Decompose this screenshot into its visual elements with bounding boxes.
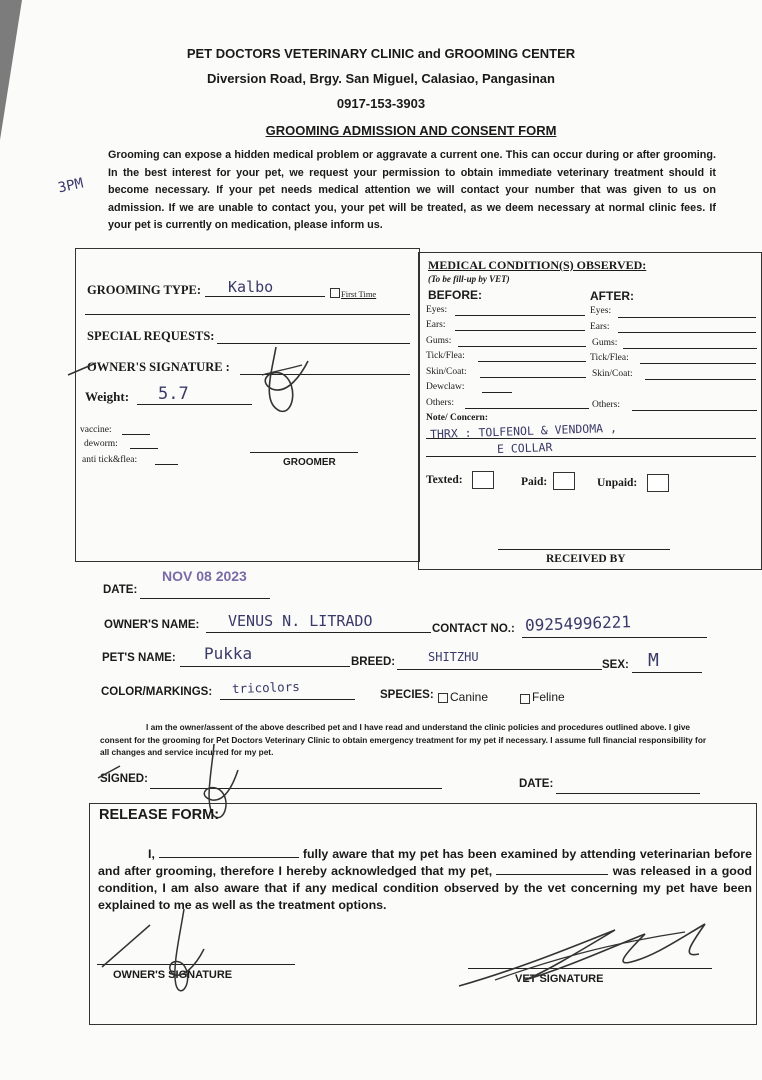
form-title: GROOMING ADMISSION AND CONSENT FORM: [265, 123, 557, 138]
vaccine-label: vaccine:: [80, 425, 112, 435]
date-line: [140, 598, 270, 599]
before-eyes-label: Eyes:: [426, 305, 448, 315]
medical-subtitle: (To be fill-up by VET): [428, 274, 510, 284]
contact-value[interactable]: 09254996221: [524, 612, 632, 635]
sex-label: SEX:: [602, 659, 629, 671]
color-label: COLOR/MARKINGS:: [101, 686, 213, 698]
texted-checkbox[interactable]: [472, 471, 494, 489]
unpaid-checkbox[interactable]: [647, 474, 669, 492]
first-time-checkbox[interactable]: [330, 288, 340, 298]
pet-name-label: PET'S NAME:: [102, 652, 176, 664]
clinic-phone: 0917-153-3903: [336, 96, 426, 111]
note-value-line2[interactable]: E COLLAR: [496, 440, 553, 456]
after-tick-line: [640, 363, 756, 364]
sex-line: [632, 672, 702, 673]
release-owner-signature-label: OWNER'S SIGNATURE: [113, 969, 233, 981]
after-gums-label: Gums:: [592, 338, 618, 348]
after-gums-line: [623, 348, 757, 349]
scan-shadow: [0, 0, 22, 140]
before-skin-line: [480, 377, 586, 378]
release-text-c: was released in a good condition, I am also aware that if any medical condition observed by the vet concerning my pet have been explained to me as well as the treatment options.: [98, 864, 752, 912]
clinic-address: Diversion Road, Brgy. San Miguel, Calasiao, Pangasinan: [207, 71, 555, 86]
groomer-label: GROOMER: [283, 457, 336, 468]
breed-line: [397, 669, 602, 670]
color-line: [220, 699, 355, 700]
owner-name-value[interactable]: VENUS N. LITRADO: [228, 612, 373, 630]
before-others-label: Others:: [426, 398, 454, 408]
before-skin-label: Skin/Coat:: [426, 367, 467, 377]
release-paragraph: [98, 846, 752, 914]
grooming-type-value[interactable]: Kalbo: [228, 278, 274, 296]
medical-title: MEDICAL CONDITION(S) OBSERVED:: [428, 258, 647, 272]
breed-value[interactable]: SHITZHU: [428, 650, 479, 664]
before-others-line: [465, 408, 589, 409]
feline-label: Feline: [532, 690, 565, 704]
after-others-line: [632, 410, 757, 411]
weight-line: [137, 404, 252, 405]
weight-label: Weight:: [85, 389, 130, 404]
before-eyes-line: [455, 315, 585, 316]
vaccine-line: [122, 434, 150, 435]
before-tick-label: Tick/Flea:: [426, 351, 465, 361]
anti-tick-line: [155, 464, 178, 465]
after-others-label: Others:: [592, 400, 620, 410]
date-label: DATE:: [103, 584, 138, 596]
release-owner-name-line[interactable]: [159, 846, 299, 858]
weight-value[interactable]: 5.7: [158, 384, 189, 404]
first-time-label: First Time: [341, 289, 377, 299]
signed-date-line: [556, 793, 700, 794]
intro-paragraph: Grooming can expose a hidden medical problem or aggravate a current one. This can occur during or after grooming. In the best interest for your pet, we request your permission to obtain immediate veterinary treatment should it become necessary. If your pet needs medical attention we will contact your number that was given to us on admission. If we are unable to contact you, your pet will be treated, as we deem necessary at normal clinic fees. If your pet is currently on medication, please inform us.: [108, 149, 716, 231]
after-eyes-label: Eyes:: [590, 306, 612, 316]
special-requests-label: SPECIAL REQUESTS:: [87, 329, 215, 343]
clinic-name: PET DOCTORS VETERINARY CLINIC and GROOMING CENTER: [186, 46, 576, 61]
deworm-line: [130, 448, 158, 449]
owner-signature-scribble: [66, 345, 326, 420]
signed-date-label: DATE:: [519, 778, 554, 790]
grooming-type-label: GROOMING TYPE:: [87, 283, 202, 297]
signed-label: SIGNED:: [100, 773, 148, 785]
anti-tick-label: anti tick&flea:: [82, 455, 138, 465]
after-ears-line: [618, 332, 756, 333]
canine-checkbox[interactable]: [438, 693, 448, 703]
grooming-type-line: [205, 296, 325, 297]
texted-label: Texted:: [426, 474, 463, 486]
pet-name-value[interactable]: Pukka: [204, 644, 253, 663]
after-skin-line: [645, 379, 756, 380]
release-text-a: I,: [148, 847, 159, 861]
note-line-2: [426, 456, 756, 457]
before-label: BEFORE:: [428, 288, 482, 302]
received-by-label: RECEIVED BY: [546, 553, 626, 565]
before-ears-label: Ears:: [426, 320, 446, 330]
before-gums-line: [458, 346, 586, 347]
before-tick-line: [478, 361, 586, 362]
consent-paragraph: I am the owner/assent of the above described pet and I have read and understand the clinic policies and procedures outlined above. I give consent for the grooming for Pet Doctors Veterinary Clinic to obtain emergency treatment for my pet if necessary. I assume full financial responsibility for all changes and service incurred for my pet.: [100, 722, 707, 757]
release-title: RELEASE FORM:: [99, 807, 220, 823]
release-vet-signature-label: VET SIGNATURE: [515, 973, 604, 985]
sex-value[interactable]: M: [648, 650, 659, 671]
after-tick-label: Tick/Flea:: [590, 353, 629, 363]
note-value-line1[interactable]: THRX : TOLFENOL & VENDOMA ,: [429, 420, 618, 442]
feline-checkbox[interactable]: [520, 694, 530, 704]
unpaid-label: Unpaid:: [597, 477, 638, 489]
before-gums-label: Gums:: [426, 336, 452, 346]
before-dewclaw-line: [482, 392, 512, 393]
contact-line: [522, 637, 707, 638]
received-by-line: [498, 549, 670, 550]
color-value[interactable]: tricolors: [231, 678, 300, 697]
date-stamp[interactable]: NOV 08 2023: [162, 568, 247, 584]
release-vet-signature-scribble: [455, 910, 730, 990]
breed-label: BREED:: [351, 656, 396, 668]
note-label: Note/ Concern:: [426, 413, 488, 423]
margin-handwritten-note: 3PM: [56, 175, 85, 197]
after-ears-label: Ears:: [590, 322, 610, 332]
owner-name-line: [206, 632, 431, 633]
species-label: SPECIES:: [380, 689, 434, 701]
release-text-b: fully aware that my pet has been examined by attending veterinarian before and after grooming, therefore I hereby acknowledged that my pet,: [98, 847, 752, 878]
owner-name-label: OWNER'S NAME:: [104, 619, 200, 631]
release-owner-signature-scribble: [100, 905, 220, 1000]
owner-signature-label: OWNER'S SIGNATURE :: [87, 360, 230, 374]
paid-label: Paid:: [521, 476, 548, 488]
canine-label: Canine: [450, 690, 489, 704]
contact-label: CONTACT NO.:: [432, 623, 515, 635]
groomer-line: [250, 452, 358, 453]
before-dewclaw-label: Dewclaw:: [426, 382, 465, 392]
before-ears-line: [455, 330, 585, 331]
grooming-extra-line: [85, 314, 410, 315]
pet-name-line: [180, 666, 350, 667]
paid-checkbox[interactable]: [553, 472, 575, 490]
after-label: AFTER:: [590, 289, 634, 303]
deworm-label: deworm:: [84, 439, 118, 449]
special-requests-line: [217, 343, 410, 344]
after-skin-label: Skin/Coat:: [592, 369, 633, 379]
after-eyes-line: [618, 317, 756, 318]
release-pet-name-line[interactable]: [496, 863, 608, 875]
